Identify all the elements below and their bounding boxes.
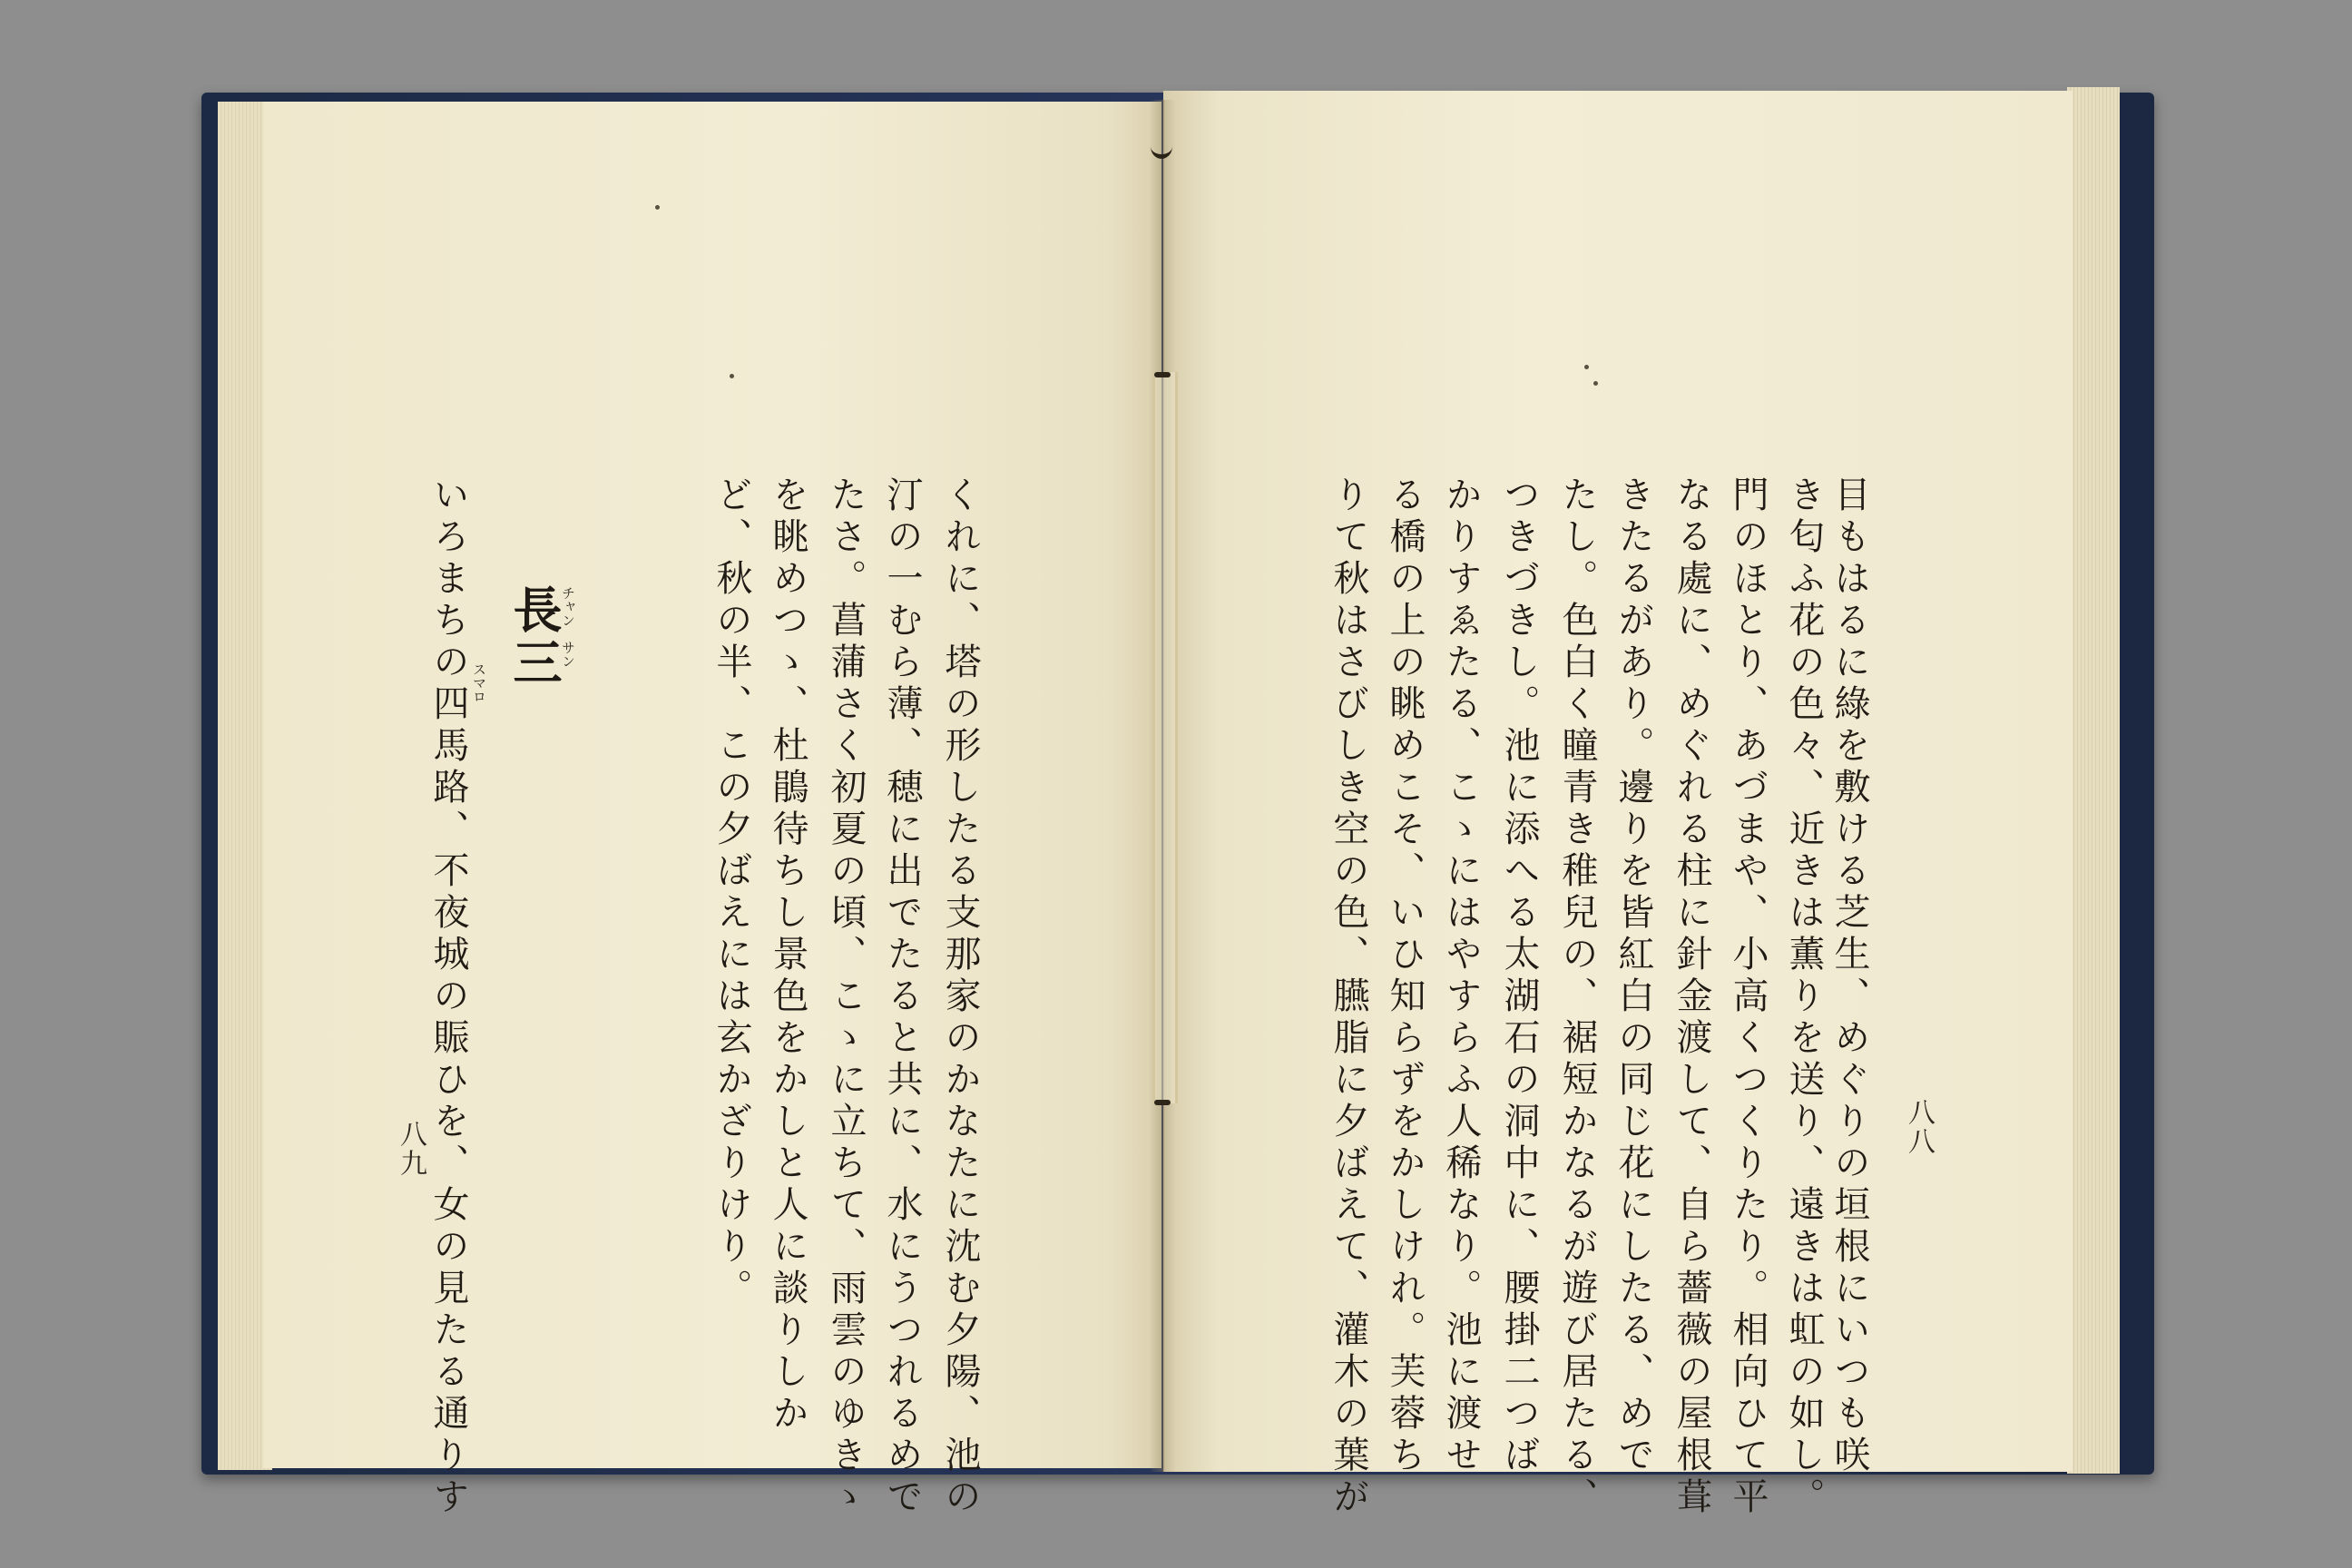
left-page-number: 八九 [395, 1120, 426, 1178]
right-page-line-7: つきづきし。池に添へる太湖石の洞中に、腰掛二つば [1498, 475, 1540, 1477]
paper-speck [655, 205, 660, 210]
section-line-1: いろまちの四馬路、不夜城の賑ひを、女の見たる通りす [427, 475, 469, 1519]
binding-thread-end-bottom [1154, 1100, 1171, 1105]
right-page-number: 八八 [1903, 1098, 1935, 1156]
right-page-line-1: 目もはるに綠を敷ける芝生、めぐりの垣根にいつも咲 [1828, 475, 1870, 1477]
paper-speck [1593, 381, 1598, 386]
right-page-line-3: 門のほとり、あづまや、小高くつくりたり。相向ひて平 [1727, 475, 1769, 1519]
left-page-line-4: を眺めつゝ、杜鵑待ちし景色をかしと人に談りしか [767, 475, 808, 1436]
section-title: 長三 [505, 584, 564, 690]
right-page-edges [2067, 87, 2120, 1474]
title-ruby-2: サン [560, 641, 576, 668]
right-page-line-9: る橋の上の眺めこそ、いひ知らずをかしけれ。芙蓉ち [1384, 475, 1426, 1477]
right-page-line-5: きたるがあり。邊りを皆紅白の同じ花にしたる、めで [1612, 475, 1654, 1477]
binding-thread-top [1151, 134, 1172, 159]
right-page-line-10: りて秋はさびしき空の色、臙脂に夕ばえて、灌木の葉が [1328, 475, 1369, 1519]
left-page-line-5: ど、秋の半、この夕ばえには玄かざりけり。 [710, 475, 752, 1310]
right-page-line-4: なる處に、めぐれる柱に針金渡して、自ら薔薇の屋根葺 [1671, 475, 1712, 1519]
right-page-line-2: き匂ふ花の色々、近きは薫りを送り、遠きは虹の如し。 [1783, 475, 1825, 1519]
inline-ruby: スマロ [471, 662, 487, 703]
left-page-line-1: くれに、塔の形したる支那家のかなたに沈む夕陽、池の [939, 475, 981, 1519]
paper-speck [730, 374, 734, 378]
binding-thread-end-top [1154, 372, 1171, 377]
left-page-line-3: たさ。菖蒲さく初夏の頃、こゝに立ちて、雨雲のゆきゝ [825, 475, 867, 1519]
right-page-line-8: かりすゑたる、こゝにはやすらふ人稀なり。池に渡せ [1440, 475, 1482, 1477]
binding-thread [1152, 372, 1178, 1103]
paper-speck [1584, 365, 1589, 369]
left-page-line-2: 汀の一むら薄、穂に出でたると共に、水にうつれるめで [881, 475, 923, 1519]
title-ruby-1: チャン [560, 586, 576, 627]
right-page-line-6: たし。色白く瞳青き稚兒の、裾短かなるが遊び居たる、 [1556, 475, 1598, 1519]
